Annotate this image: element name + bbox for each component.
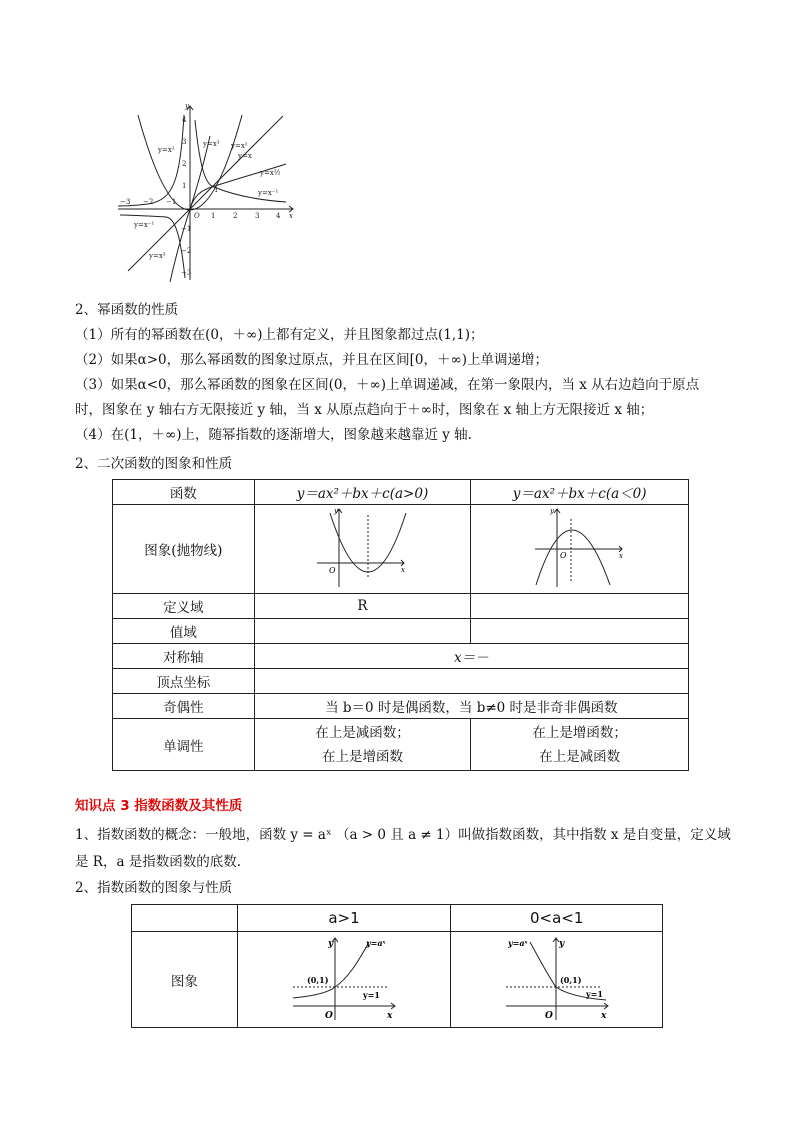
y-tick: 3 bbox=[182, 138, 187, 146]
monotonic-a-positive bbox=[254, 719, 471, 771]
y-tick: 4 bbox=[182, 116, 187, 124]
row-axis-label: 对称轴 bbox=[113, 644, 255, 669]
label-origin: O bbox=[194, 212, 200, 220]
row-range-label: 值域 bbox=[113, 619, 255, 644]
label-y-axis: y bbox=[185, 102, 189, 110]
label-x: x bbox=[600, 1010, 607, 1021]
x-tick: −1 bbox=[166, 198, 177, 206]
label-x-cubed-left: y=x³ bbox=[149, 252, 166, 260]
mono-line: 在上是减函数； bbox=[315, 724, 410, 741]
label-y: y bbox=[328, 938, 334, 949]
graph-upward-parabola bbox=[254, 505, 471, 594]
row-graph-label: 图象(抛物线) bbox=[113, 505, 255, 594]
label-x: x bbox=[387, 1010, 393, 1021]
graph-downward-parabola bbox=[471, 505, 689, 594]
x-tick: 2 bbox=[233, 212, 238, 220]
row-graph-label: 图象 bbox=[132, 932, 238, 1028]
parity-value: 当 b＝0 时是偶函数，当 b≠0 时是非奇非偶函数 bbox=[254, 694, 688, 719]
graph-exp-decreasing bbox=[451, 932, 663, 1028]
mono-line: 在上是减函数 bbox=[539, 748, 621, 765]
row-domain-label: 定义域 bbox=[113, 594, 255, 619]
section-heading: 2、幂函数的性质 bbox=[75, 302, 179, 318]
label-origin: O bbox=[329, 566, 337, 575]
label-x: y=x bbox=[238, 152, 252, 160]
label-x-squared: y=x² bbox=[231, 142, 248, 150]
label-point: (0,1) bbox=[307, 974, 329, 985]
label-point: (0,1) bbox=[559, 974, 582, 985]
y-tick: 1 bbox=[182, 182, 187, 190]
mono-line: 在上是增函数 bbox=[321, 748, 403, 765]
header-a-positive: y＝ax²＋bx＋c(a>0) bbox=[254, 480, 471, 505]
monotonic-a-negative bbox=[471, 719, 689, 771]
x-tick: −3 bbox=[120, 198, 131, 206]
x-tick: 3 bbox=[255, 212, 260, 220]
row-vertex-label: 顶点坐标 bbox=[113, 669, 255, 694]
label-y-equals-1: y=1 bbox=[363, 989, 380, 1000]
exp-definition-a: 1、指数函数的概念：一般地，函数 y = aˣ （a > 0 且 a ≠ 1）叫做指数函数，其中指数 x 是自变量，定义域 bbox=[75, 827, 731, 843]
label-y: y bbox=[334, 507, 339, 515]
row-parity-label: 奇偶性 bbox=[113, 694, 255, 719]
property-4: （4）在(1，＋∞)上，随幂指数的逐渐增大，图象越来越靠近 y 轴. bbox=[75, 427, 472, 443]
property-3b: 时，图象在 y 轴右方无限接近 y 轴，当 x 从原点趋向于＋∞时，图象在 x 轴上方无限接近 x 轴； bbox=[75, 402, 654, 418]
label-x-half: y=x½ bbox=[260, 169, 281, 177]
row-monotonic-label: 单调性 bbox=[113, 719, 255, 771]
label-origin: O bbox=[544, 1010, 553, 1021]
domain-value: R bbox=[254, 594, 471, 619]
property-2: （2）如果α>0，那么幂函数的图象过原点，并且在区间[0，＋∞)上单调递增； bbox=[75, 352, 548, 368]
x-tick: 4 bbox=[276, 212, 281, 220]
exp-definition-b: 是 R，a 是指数函数的底数. bbox=[75, 854, 242, 870]
x-tick: −2 bbox=[143, 198, 154, 206]
label-x: x bbox=[618, 552, 623, 560]
domain-value-empty bbox=[471, 594, 689, 619]
axis-value: x＝－ bbox=[254, 644, 688, 669]
range-value-2 bbox=[471, 619, 689, 644]
header-a-between-0-1: 0<a<1 bbox=[451, 905, 663, 932]
knowledge-point-heading: 知识点 3 指数函数及其性质 bbox=[75, 798, 243, 814]
label-x-squared-left: y=x² bbox=[158, 146, 175, 154]
exponential-table bbox=[131, 904, 663, 1028]
graph-exp-increasing bbox=[237, 932, 451, 1028]
range-value-1 bbox=[254, 619, 471, 644]
section-heading: 2、指数函数的图象与性质 bbox=[75, 880, 233, 896]
label-x-cubed: y=x³ bbox=[203, 140, 220, 148]
label-curve: y=aˣ bbox=[366, 937, 386, 948]
property-3a: （3）如果α<0，那么幂函数的图象在区间(0，＋∞)上单调递减，在第一象限内，当 x 从右边趋向于原点 bbox=[75, 377, 700, 393]
label-point-one: 1 bbox=[214, 186, 219, 194]
label-x: x bbox=[401, 566, 406, 574]
y-tick: −3 bbox=[181, 269, 192, 277]
label-x-axis: x bbox=[289, 212, 293, 220]
label-y-equals-1: y=1 bbox=[585, 988, 603, 999]
label-curve: y=aˣ bbox=[507, 937, 528, 948]
curve-x-inverse-sq bbox=[118, 115, 187, 206]
mono-line: 在上是增函数； bbox=[532, 724, 627, 741]
label-x-inverse-left: y=x⁻¹ bbox=[134, 221, 155, 229]
header-function: 函数 bbox=[113, 480, 255, 505]
y-tick: −2 bbox=[181, 247, 192, 255]
label-y: y bbox=[549, 507, 554, 515]
property-1: （1）所有的幂函数在(0，＋∞)上都有定义，并且图象都过点(1,1)； bbox=[75, 327, 484, 343]
label-origin: O bbox=[559, 551, 567, 560]
label-y: y bbox=[558, 938, 564, 949]
section-heading: 2、二次函数的图象和性质 bbox=[75, 456, 233, 472]
label-x-inverse: y=x⁻¹ bbox=[258, 189, 279, 197]
vertex-value bbox=[254, 669, 688, 694]
label-origin: O bbox=[325, 1010, 333, 1021]
y-tick: −1 bbox=[181, 225, 192, 233]
x-tick: 1 bbox=[211, 212, 216, 220]
quadratic-table bbox=[112, 479, 689, 771]
header-a-negative: y＝ax²＋bx＋c(a＜0) bbox=[471, 480, 689, 505]
power-function-graph bbox=[108, 100, 308, 285]
header-empty bbox=[132, 905, 238, 932]
header-a-gt-1: a>1 bbox=[237, 905, 451, 932]
y-tick: 2 bbox=[182, 160, 187, 168]
